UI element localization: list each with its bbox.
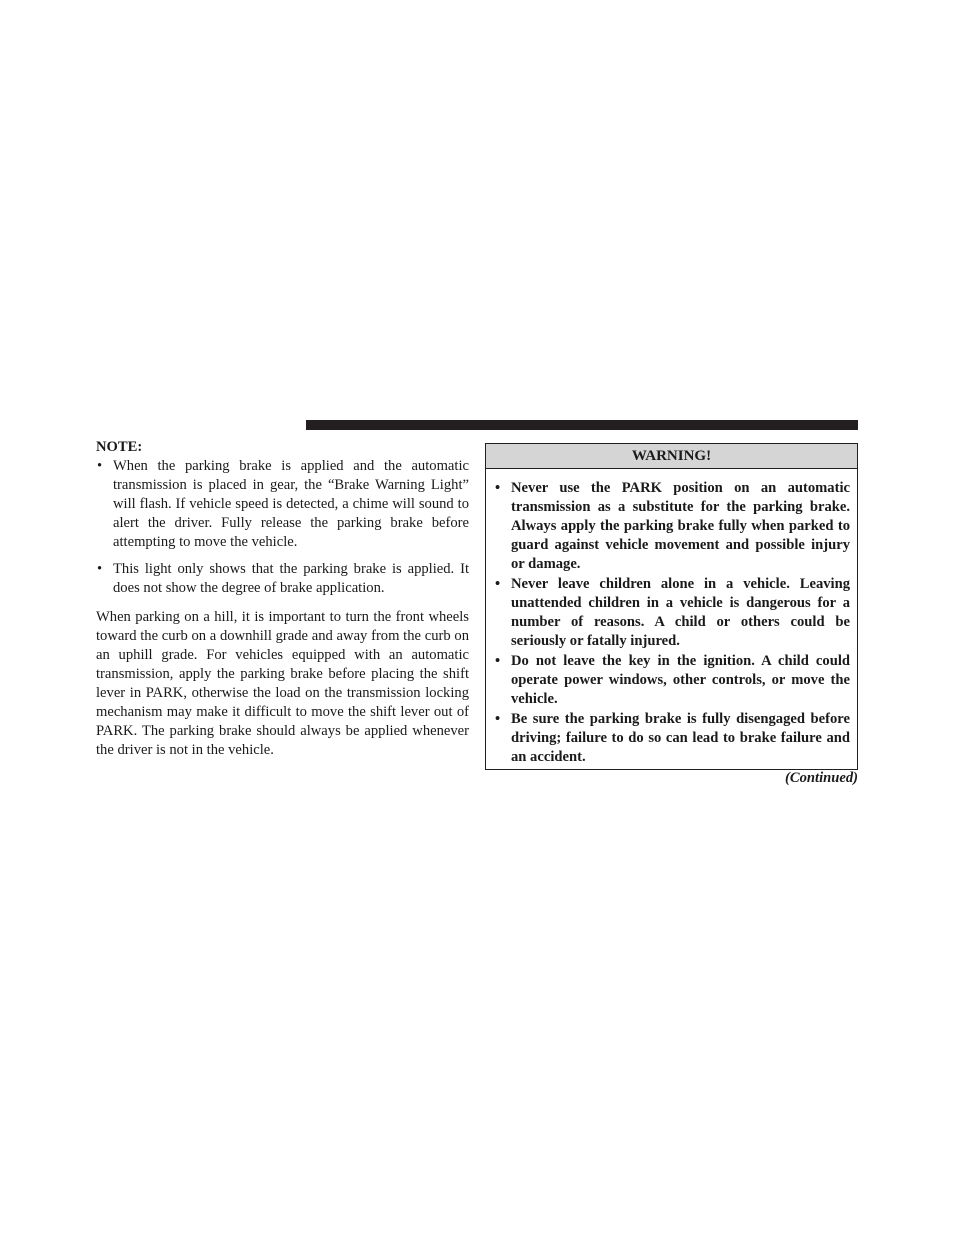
warning-box [485,443,858,770]
note-list [96,457,469,598]
warning-title: WARNING! [486,444,857,469]
warning-item-text: Never leave children alone in a vehicle. Leaving unattended children in a vehicle is dangerous for a number of reasons. A child or others could be seriously or fatally injured. [511,576,850,649]
warning-item-text: Do not leave the key in the ignition. A child could operate power windows, other controls, or move the vehicle. [511,653,850,707]
warning-item [495,710,850,767]
note-item [96,457,469,552]
bullet-icon: • [495,576,501,593]
note-label: NOTE: [96,439,143,455]
bullet-icon: • [97,457,103,474]
warning-item-text: Be sure the parking brake is fully disengaged before driving; failure to do so can lead to brake failure and an accident. [511,711,850,766]
left-column [96,438,469,760]
body-paragraph: When parking on a hill, it is important to turn the front wheels toward the curb on a downhill grade and away from the curb on an uphill grade. For vehicles equipped with an automatic transmission, apply the parking brake before placing the shift lever in PARK, otherwise the load on the transmission locking mechanism may make it difficult to move the shift lever out of PARK. The parking brake should always be applied whenever the driver is not in the vehicle. [96,609,469,758]
note-item [96,560,469,598]
warning-item [495,479,850,574]
warning-item-text: Never use the PARK position on an automatic transmission as a substitute for the parking brake. Always apply the parking brake fully when parked to guard against vehicle movement and possible injury or damage. [511,480,850,572]
note-item-text: This light only shows that the parking brake is applied. It does not show the degree of brake application. [113,561,469,597]
note-item-text: When the parking brake is applied and the automatic transmission is placed in gear, the “Brake Warning Light” will flash. If vehicle speed is detected, a chime will sound to alert the driver. Fully release the parking brake before attempting to move the vehicle. [113,457,469,550]
warning-item [495,652,850,709]
bullet-icon: • [97,561,103,578]
warning-item [495,575,850,651]
bullet-icon: • [495,480,501,496]
bullet-icon: • [495,711,501,728]
continued-label: (Continued) [785,770,858,786]
bullet-icon: • [495,653,501,670]
section-header-bar [306,420,858,430]
warning-list [486,469,857,767]
